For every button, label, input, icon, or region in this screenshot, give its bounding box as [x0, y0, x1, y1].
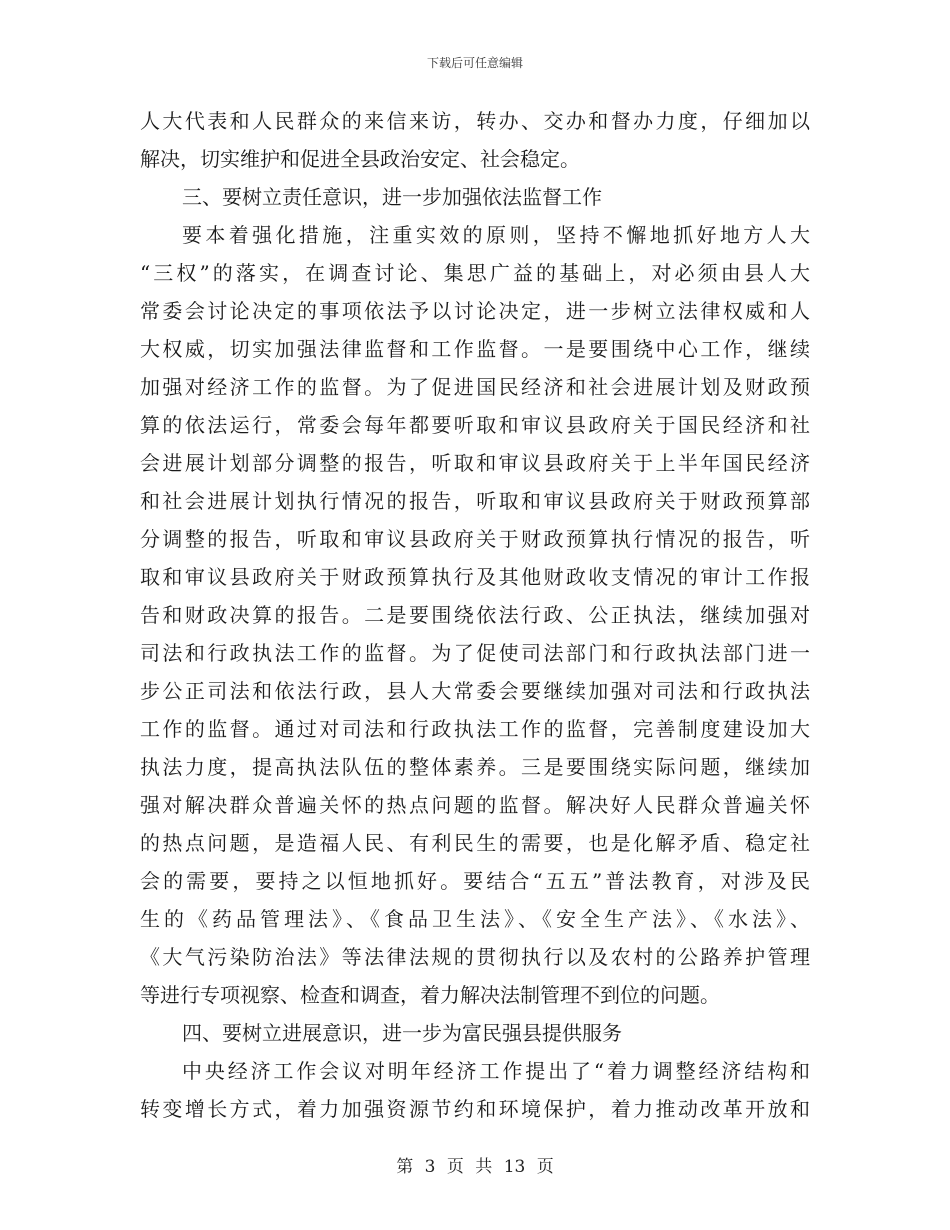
- text-line: 解决，切实维护和促进全县政治安定、社会稳定。: [140, 147, 580, 171]
- text-line: 告和财政决算的报告。二是要围绕依法行政、公正执法，继续加强对: [140, 603, 810, 627]
- document-body: [140, 102, 810, 1128]
- text-line: 转变增长方式，着力加强资源节约和环境保护，着力推动改革开放和: [140, 1097, 810, 1121]
- text-line: 常委会讨论决定的事项依法予以讨论决定，进一步树立法律权威和人: [140, 299, 810, 323]
- text-line: 强对解决群众普遍关怀的热点问题的监督。解决好人民群众普遍关怀: [140, 793, 810, 817]
- text-line: 人大代表和人民群众的来信来访，转办、交办和督办力度，仔细加以: [140, 109, 810, 133]
- text-line: 的热点问题，是造福人民、有利民生的需要，也是化解矛盾、稳定社: [140, 831, 810, 855]
- text-line: 和社会进展计划执行情况的报告，听取和审议县政府关于财政预算部: [140, 489, 810, 513]
- text-line: 会的需要，要持之以恒地抓好。要结合“五五”普法教育，对涉及民: [140, 869, 810, 893]
- text-line: 加强对经济工作的监督。为了促进国民经济和社会进展计划及财政预: [140, 375, 810, 399]
- text-line: 步公正司法和依法行政，县人大常委会要继续加强对司法和行政执法: [140, 679, 810, 703]
- text-line: 会进展计划部分调整的报告，听取和审议县政府关于上半年国民经济: [140, 451, 810, 475]
- text-line: 执法力度，提高执法队伍的整体素养。三是要围绕实际问题，继续加: [140, 755, 810, 779]
- section-heading: 四、要树立进展意识，进一步为富民强县提供服务: [182, 1021, 622, 1045]
- text-line: 生的《药品管理法》、《食品卫生法》、《安全生产法》、《水法》、: [140, 907, 810, 931]
- text-line: 大权威，切实加强法律监督和工作监督。一是要围绕中心工作，继续: [140, 337, 810, 361]
- text-line: 要本着强化措施，注重实效的原则，坚持不懈地抓好地方人大: [182, 223, 810, 247]
- section-heading: 三、要树立责任意识，进一步加强依法监督工作: [182, 185, 602, 209]
- text-line: 算的依法运行，常委会每年都要听取和审议县政府关于国民经济和社: [140, 413, 810, 437]
- text-line: 工作的监督。通过对司法和行政执法工作的监督，完善制度建设加大: [140, 717, 810, 741]
- text-line: “三权”的落实，在调查讨论、集思广益的基础上，对必须由县人大: [140, 261, 810, 285]
- text-line: 取和审议县政府关于财政预算执行及其他财政收支情况的审计工作报: [140, 565, 810, 589]
- text-line: 司法和行政执法工作的监督。为了促使司法部门和行政执法部门进一: [140, 641, 810, 665]
- text-line: 等进行专项视察、检查和调查，着力解决法制管理不到位的问题。: [140, 983, 720, 1007]
- text-line: 分调整的报告，听取和审议县政府关于财政预算执行情况的报告，听: [140, 527, 810, 551]
- page-footer: 第 3 页 共 13 页: [396, 1157, 554, 1177]
- page-header: 下载后可任意编辑: [426, 56, 523, 70]
- text-line: 中央经济工作会议对明年经济工作提出了“着力调整经济结构和: [182, 1059, 810, 1083]
- text-line: 《大气污染防治法》等法律法规的贯彻执行以及农村的公路养护管理: [140, 945, 810, 969]
